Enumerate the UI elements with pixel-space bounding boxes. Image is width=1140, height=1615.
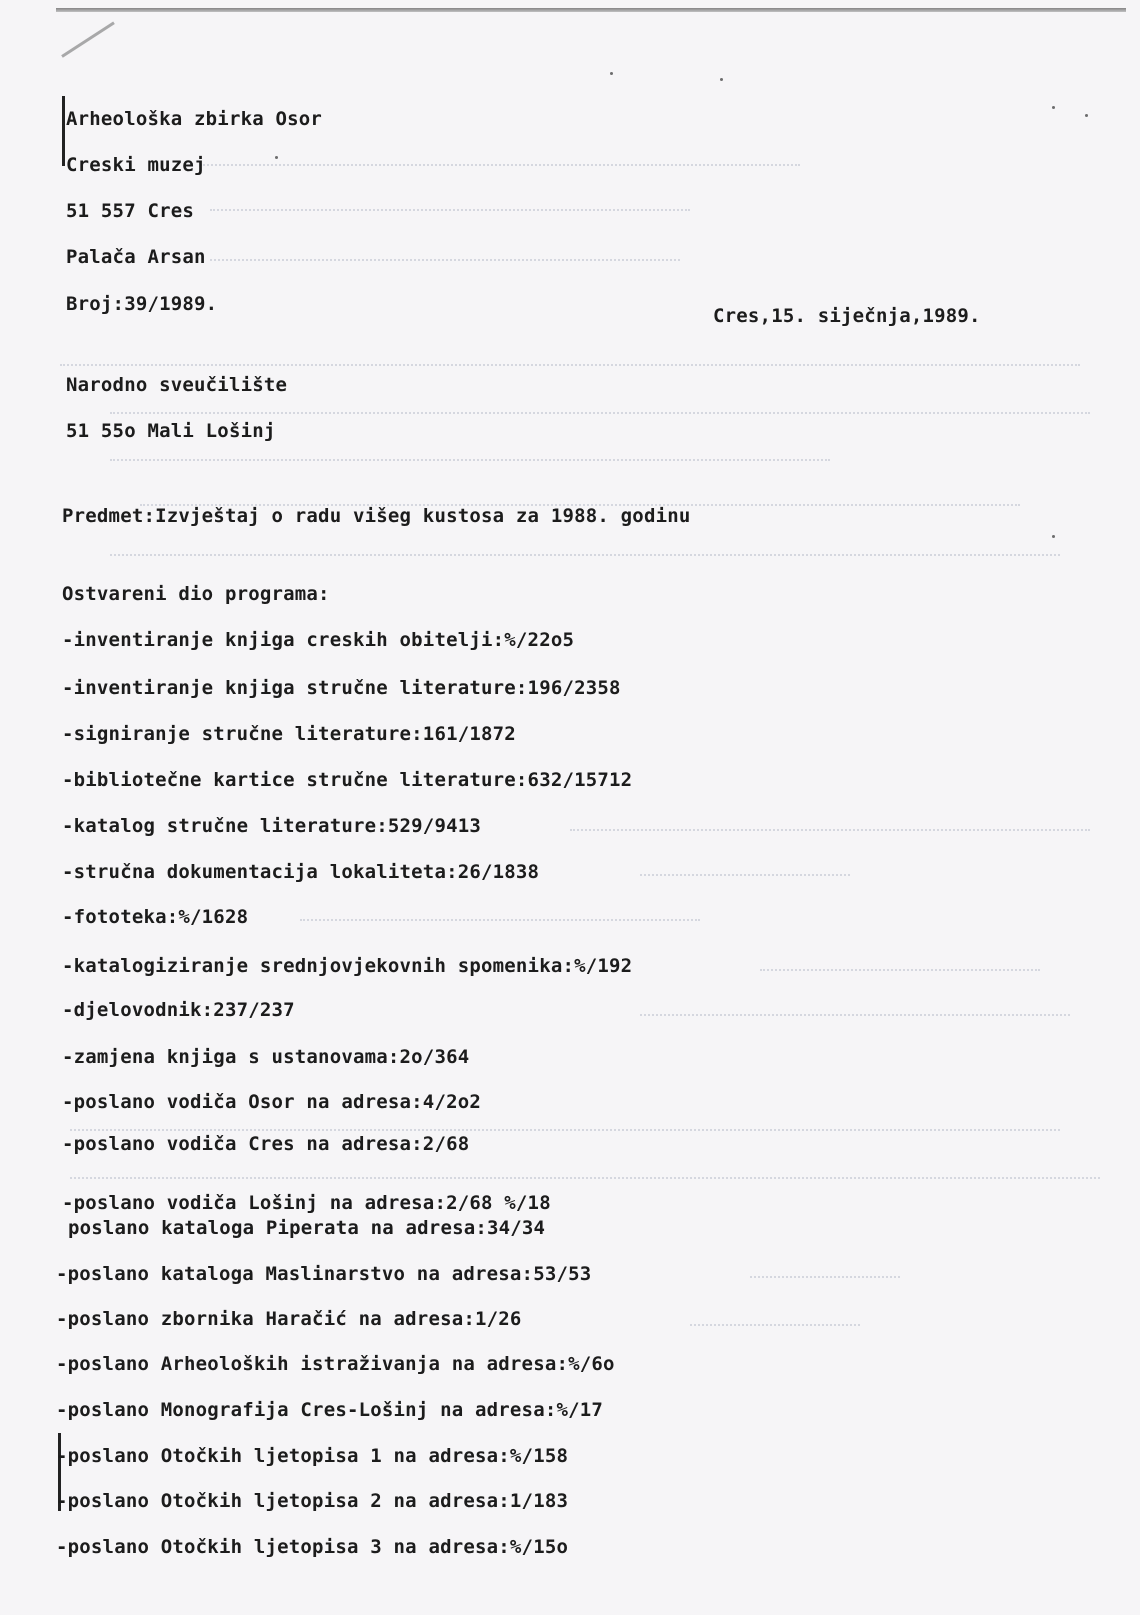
- margin-mark: [62, 96, 65, 166]
- bleed-through: [210, 245, 680, 261]
- program-item: -poslano Arheoloških istraživanja na adresa:%/6o: [56, 1353, 615, 1375]
- place-date: Cres,15. siječnja,1989.: [713, 305, 981, 327]
- bleed-through: [640, 1000, 1070, 1016]
- program-item: -poslano Otočkih ljetopisa 3 na adresa:%/15o: [56, 1536, 569, 1558]
- speck: [720, 78, 723, 81]
- bleed-through: [200, 150, 800, 166]
- recipient-postal: 51 55o Mali Lošinj: [66, 420, 276, 442]
- program-item: -inventiranje knjiga creskih obitelji:%/22o5: [62, 629, 575, 651]
- recipient-name: Narodno sveučilište: [66, 374, 288, 396]
- bleed-through: [60, 350, 1080, 366]
- program-item: -katalog stručne literature:529/9413: [62, 815, 482, 837]
- sender-institution: Arheološka zbirka Osor: [66, 108, 323, 130]
- bleed-through: [110, 398, 1090, 414]
- program-item: -signiranje stručne literature:161/1872: [62, 723, 516, 745]
- program-item: -poslano vodiča Osor na adresa:4/2o2: [62, 1091, 482, 1113]
- program-heading: Ostvareni dio programa:: [62, 583, 330, 605]
- program-item: -poslano Otočkih ljetopisa 2 na adresa:1/183: [56, 1490, 569, 1512]
- staple-mark: [61, 21, 115, 57]
- program-item: -poslano kataloga Maslinarstvo na adresa:53/53: [56, 1263, 592, 1285]
- program-item: -poslano vodiča Cres na adresa:2/68: [62, 1133, 470, 1155]
- program-item: -stručna dokumentacija lokaliteta:26/1838: [62, 861, 540, 883]
- bleed-through: [640, 860, 850, 876]
- program-item: -poslano Monografija Cres-Lošinj na adresa:%/17: [56, 1399, 604, 1421]
- bleed-through: [690, 1310, 860, 1326]
- bleed-through: [760, 955, 1040, 971]
- reference-number: Broj:39/1989.: [66, 293, 218, 315]
- bleed-through: [110, 445, 830, 461]
- speck: [610, 72, 613, 75]
- subject-line: Predmet:Izvještaj o radu višeg kustosa za 1988. godinu: [62, 505, 691, 527]
- bleed-through: [140, 490, 1020, 506]
- program-item: -poslano vodiča Lošinj na adresa:2/68 %/18: [62, 1192, 551, 1214]
- bleed-through: [750, 1262, 900, 1278]
- speck: [1052, 535, 1055, 538]
- bleed-through: [110, 540, 1060, 556]
- bleed-through: [70, 1163, 1100, 1179]
- sender-postal: 51 557 Cres: [66, 200, 195, 222]
- speck: [1052, 106, 1055, 109]
- speck: [1085, 114, 1088, 117]
- program-item: -katalogiziranje srednjovjekovnih spomenika:%/192: [62, 955, 633, 977]
- sender-museum: Creski muzej: [66, 154, 206, 176]
- program-item: -poslano zbornika Haračić na adresa:1/26: [56, 1308, 522, 1330]
- page-top-edge: [56, 8, 1126, 12]
- bleed-through: [210, 195, 690, 211]
- bleed-through: [70, 1115, 1060, 1131]
- program-item: -bibliotečne kartice stručne literature:632/15712: [62, 769, 633, 791]
- sender-address: Palača Arsan: [66, 246, 206, 268]
- program-item: -poslano Otočkih ljetopisa 1 na adresa:%/158: [56, 1445, 569, 1467]
- bleed-through: [300, 905, 700, 921]
- bleed-through: [570, 815, 1090, 831]
- program-item: -zamjena knjiga s ustanovama:2o/364: [62, 1046, 470, 1068]
- program-item: poslano kataloga Piperata na adresa:34/34: [68, 1217, 546, 1239]
- program-item: -inventiranje knjiga stručne literature:196/2358: [62, 677, 621, 699]
- program-item: -djelovodnik:237/237: [62, 999, 295, 1021]
- program-item: -fototeka:%/1628: [62, 906, 249, 928]
